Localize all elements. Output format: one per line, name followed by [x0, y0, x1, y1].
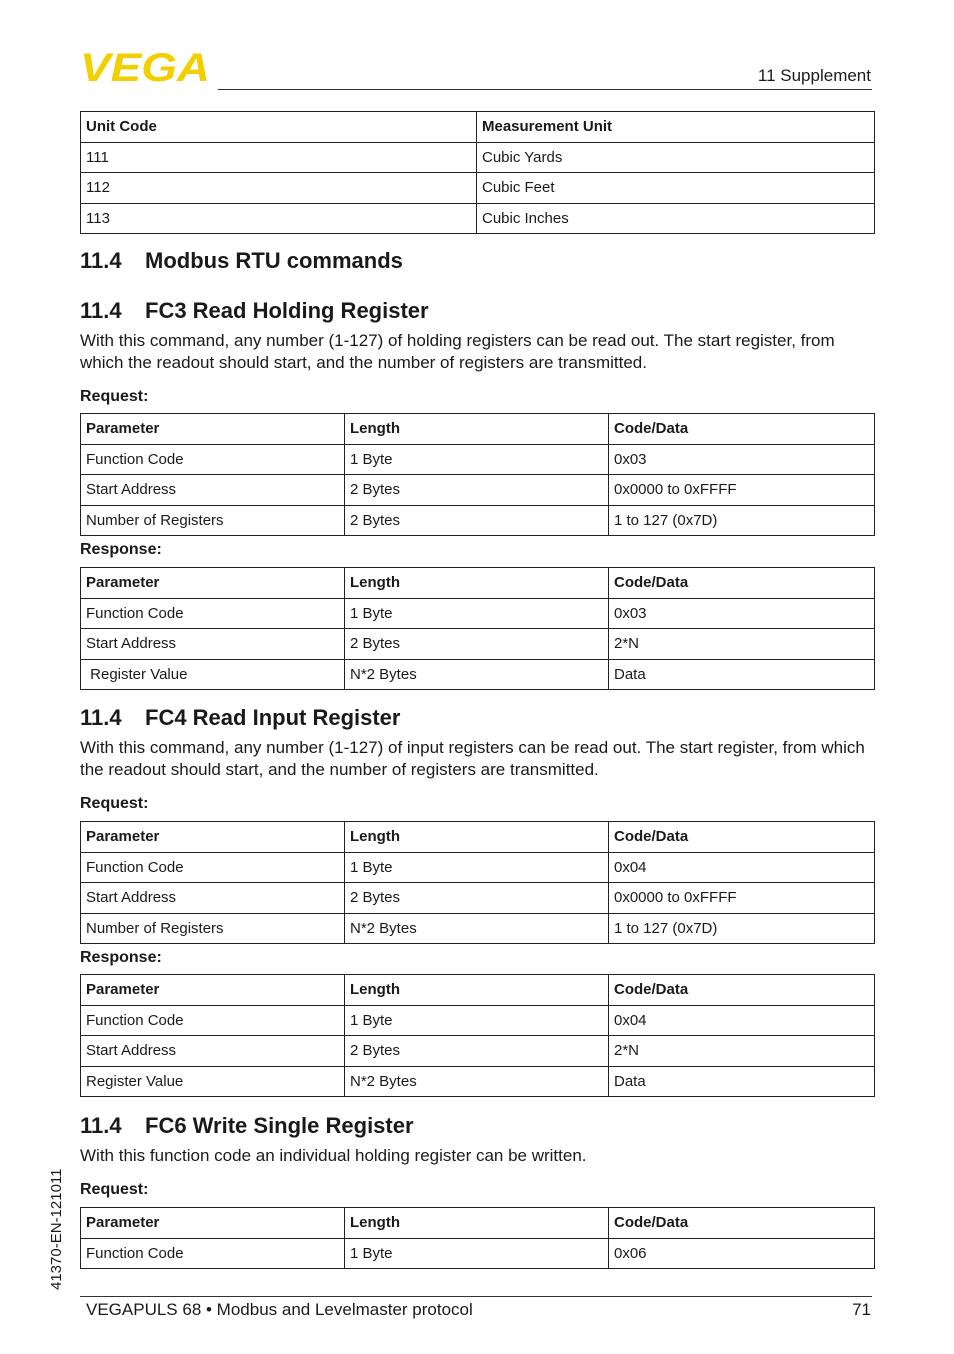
table-header-cell: Code/Data [609, 568, 875, 599]
fc4-response-label: Response: [80, 949, 162, 966]
table-cell: 0x04 [609, 1005, 875, 1036]
heading-fc4 [80, 705, 400, 731]
heading-title: FC6 Write Single Register [145, 1113, 414, 1138]
table-cell: 1 Byte [345, 444, 609, 475]
table-row [81, 883, 875, 914]
table-header-cell: Code/Data [609, 414, 875, 445]
table-cell: Function Code [81, 852, 345, 883]
table-cell: 2*N [609, 1036, 875, 1067]
table-row [81, 852, 875, 883]
footer-title: VEGAPULS 68 • Modbus and Levelmaster protocol [86, 1300, 473, 1319]
fc4-request-label: Request: [80, 795, 149, 812]
page-number: 71 [852, 1300, 871, 1319]
fc4-response-table [80, 974, 875, 1097]
table-header-cell: Measurement Unit [477, 112, 875, 143]
table-cell: 2*N [609, 629, 875, 660]
table-header-cell: Parameter [81, 822, 345, 853]
table-cell: Data [609, 1066, 875, 1097]
table-cell: Function Code [81, 1005, 345, 1036]
table-header-cell: Length [345, 1208, 609, 1239]
table-cell: 2 Bytes [345, 883, 609, 914]
vega-logo [80, 50, 212, 84]
table-cell: Register Value [81, 1066, 345, 1097]
fc6-request-table [80, 1207, 875, 1269]
heading-fc3 [80, 298, 429, 324]
table-cell: Start Address [81, 629, 345, 660]
table-cell: Function Code [81, 444, 345, 475]
fc3-response-table [80, 567, 875, 690]
heading-number: 11.4 [80, 298, 122, 323]
table-cell: N*2 Bytes [345, 1066, 609, 1097]
table-cell: 1 Byte [345, 598, 609, 629]
table-cell: 0x0000 to 0xFFFF [609, 883, 875, 914]
table-header-row [81, 1208, 875, 1239]
table-cell: Register Value [81, 659, 345, 690]
table-cell: 0x06 [609, 1238, 875, 1269]
table-header-cell: Length [345, 568, 609, 599]
table-header-row [81, 414, 875, 445]
table-header-row [81, 112, 875, 143]
table-row [81, 598, 875, 629]
table-cell: N*2 Bytes [345, 913, 609, 944]
table-row [81, 1036, 875, 1067]
table-cell: Start Address [81, 883, 345, 914]
table-cell: Number of Registers [81, 505, 345, 536]
header-divider [218, 89, 872, 90]
heading-title: Modbus RTU commands [145, 248, 403, 273]
table-header-cell: Code/Data [609, 1208, 875, 1239]
table-header-row [81, 822, 875, 853]
table-cell: Start Address [81, 475, 345, 506]
table-header-cell: Parameter [81, 568, 345, 599]
table-row [81, 173, 875, 204]
unit-code-table [80, 111, 875, 234]
svg-text:VEGA: VEGA [80, 50, 210, 84]
table-cell: 113 [81, 203, 477, 234]
table-cell: N*2 Bytes [345, 659, 609, 690]
table-cell: 0x0000 to 0xFFFF [609, 475, 875, 506]
table-row [81, 913, 875, 944]
heading-number: 11.4 [80, 1113, 122, 1138]
table-cell: Cubic Inches [477, 203, 875, 234]
document-id: 41370-EN-121011 [48, 1168, 65, 1290]
table-header-row [81, 568, 875, 599]
table-cell: 1 Byte [345, 852, 609, 883]
table-row [81, 659, 875, 690]
table-header-cell: Code/Data [609, 975, 875, 1006]
table-cell: 111 [81, 142, 477, 173]
table-cell: 0x04 [609, 852, 875, 883]
table-header-cell: Parameter [81, 414, 345, 445]
table-row [81, 1005, 875, 1036]
table-cell: 0x03 [609, 444, 875, 475]
table-cell: Cubic Feet [477, 173, 875, 204]
fc3-description: With this command, any number (1-127) of holding registers can be read out. The start register, from which the readout should start, and the number of registers are transmitted. [80, 331, 835, 372]
heading-number: 11.4 [80, 705, 122, 730]
table-row [81, 1066, 875, 1097]
heading-title: FC3 Read Holding Register [145, 298, 429, 323]
table-header-cell: Parameter [81, 975, 345, 1006]
table-cell: 1 Byte [345, 1005, 609, 1036]
table-cell: 1 Byte [345, 1238, 609, 1269]
table-header-row [81, 975, 875, 1006]
table-header-cell: Parameter [81, 1208, 345, 1239]
table-row [81, 475, 875, 506]
heading-title: FC4 Read Input Register [145, 705, 401, 730]
table-cell: Data [609, 659, 875, 690]
fc4-description: With this command, any number (1-127) of input registers can be read out. The start register, from which the readout should start, and the number of registers are transmitted. [80, 738, 865, 779]
table-row [81, 444, 875, 475]
table-cell: Function Code [81, 598, 345, 629]
table-cell: 2 Bytes [345, 505, 609, 536]
table-cell: 2 Bytes [345, 629, 609, 660]
fc3-response-label: Response: [80, 541, 162, 558]
table-cell: Cubic Yards [477, 142, 875, 173]
heading-number: 11.4 [80, 248, 122, 273]
table-cell: Start Address [81, 1036, 345, 1067]
fc6-description: With this function code an individual holding register can be written. [80, 1146, 587, 1165]
table-cell: Function Code [81, 1238, 345, 1269]
table-cell: 112 [81, 173, 477, 204]
table-cell: 1 to 127 (0x7D) [609, 505, 875, 536]
fc3-request-table [80, 413, 875, 536]
table-row [81, 505, 875, 536]
fc6-request-label: Request: [80, 1181, 149, 1198]
table-cell: 0x03 [609, 598, 875, 629]
table-header-cell: Length [345, 975, 609, 1006]
table-header-cell: Code/Data [609, 822, 875, 853]
table-cell: 2 Bytes [345, 1036, 609, 1067]
table-row [81, 203, 875, 234]
table-header-cell: Length [345, 822, 609, 853]
table-header-cell: Length [345, 414, 609, 445]
heading-fc6 [80, 1113, 414, 1139]
table-row [81, 142, 875, 173]
heading-modbus-rtu [80, 248, 403, 274]
table-row [81, 1238, 875, 1269]
table-header-cell: Unit Code [81, 112, 477, 143]
section-label: 11 Supplement [757, 66, 871, 85]
table-row [81, 629, 875, 660]
fc3-request-label: Request: [80, 388, 149, 405]
table-cell: Number of Registers [81, 913, 345, 944]
table-cell: 2 Bytes [345, 475, 609, 506]
fc4-request-table [80, 821, 875, 944]
table-cell: 1 to 127 (0x7D) [609, 913, 875, 944]
footer-divider [80, 1296, 872, 1297]
